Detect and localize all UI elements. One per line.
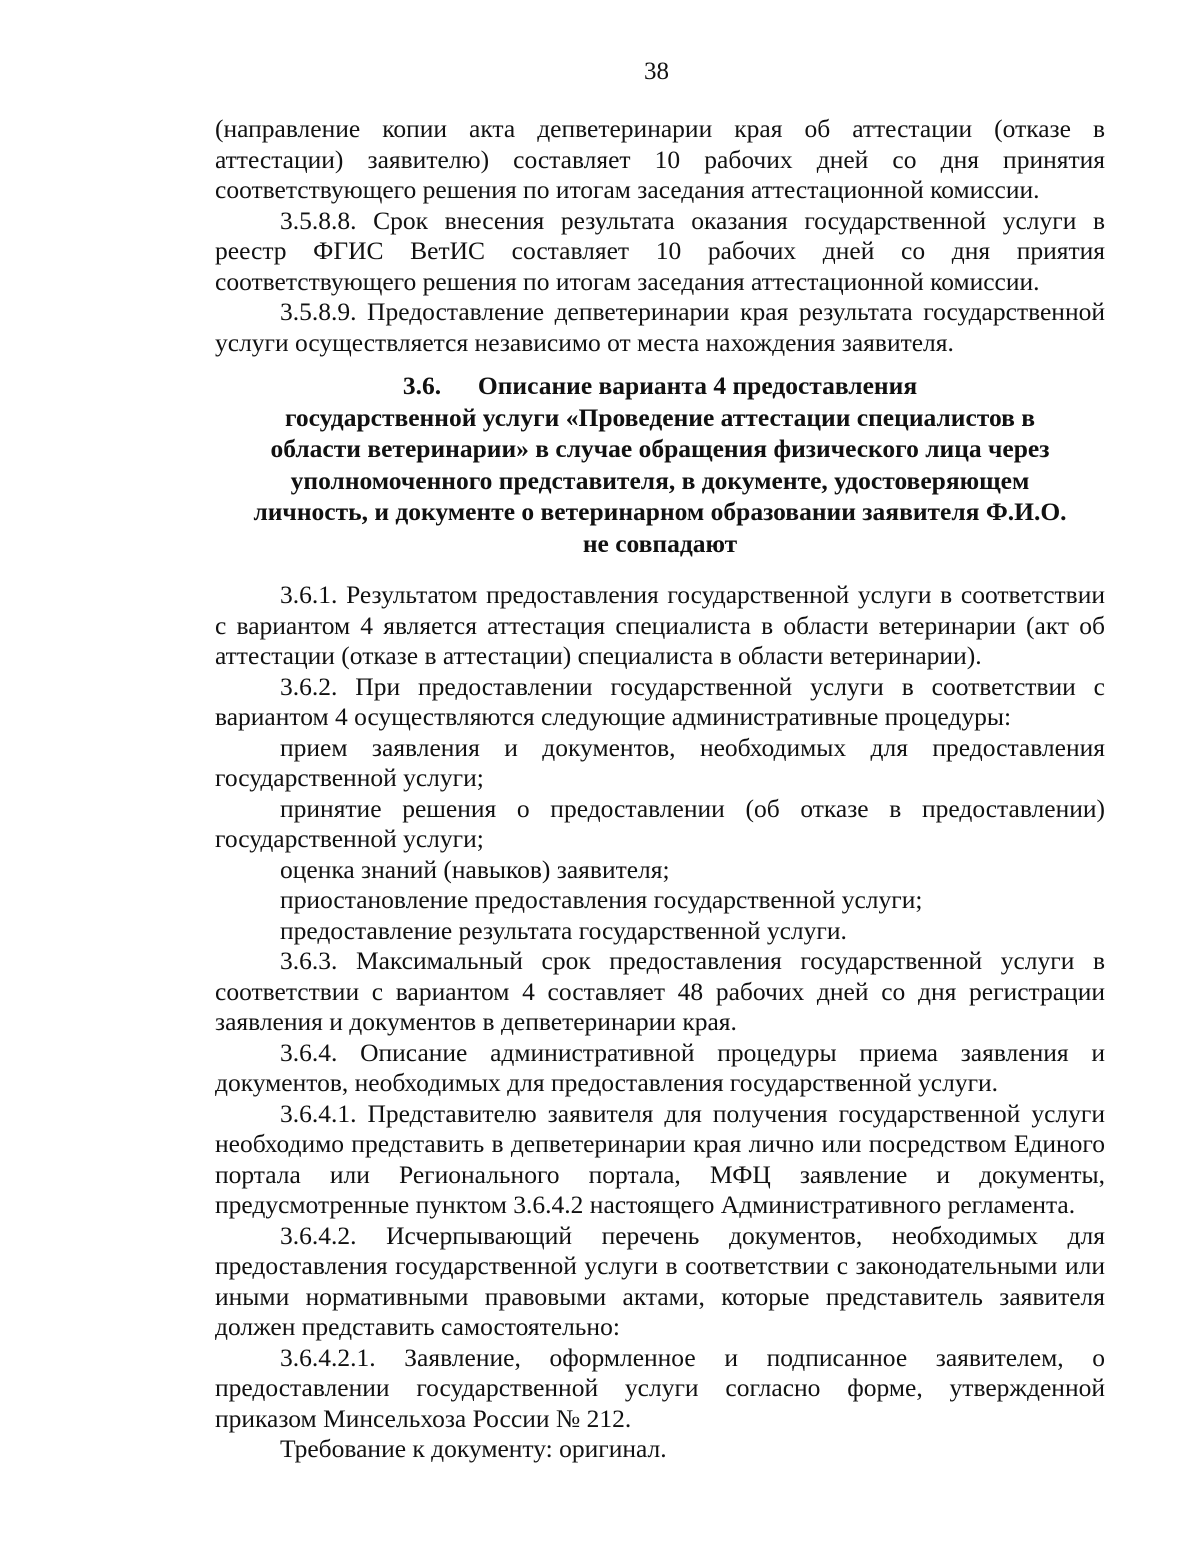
list-item: приостановление предоставления государственной услуги;: [280, 885, 923, 914]
paragraph: 3.6.1. Результатом предоставления государственной услуги в соответствии с вариантом 4 является аттестация специалиста в области ветеринарии (акт об аттестации (отказе в аттестации) специалиста в области ветеринарии).: [215, 580, 1105, 670]
paragraph: 3.6.3. Максимальный срок предоставления государственной услуги в соответствии с вариантом 4 составляет 48 рабочих дней со дня регистрации заявления и документов в депветеринарии края.: [215, 946, 1105, 1036]
paragraph: 3.6.4.2. Исчерпывающий перечень документов, необходимых для предоставления государственной услуги в соответствии с законодательными или иными нормативными правовыми актами, которые представитель заявителя должен представить самостоятельно:: [215, 1220, 1105, 1341]
paragraph: (направление копии акта депветеринарии края об аттестации (отказе в аттестации) заявителю) составляет 10 рабочих дней со дня принятия соответствующего решения по итогам заседания аттестационной комиссии.: [215, 114, 1105, 204]
heading-line: личность, и документе о ветеринарном образовании заявителя Ф.И.О.: [253, 497, 1067, 526]
page-number: 38: [644, 58, 669, 85]
heading-line: 3.6. Описание варианта 4 предоставления: [402, 371, 918, 400]
list-item: оценка знаний (навыков) заявителя;: [280, 854, 670, 884]
heading-line: государственной услуги «Проведение аттестации специалистов в: [284, 402, 1036, 432]
paragraph: 3.6.4. Описание административной процедуры приема заявления и документов, необходимых для предоставления государственной услуги.: [215, 1037, 1105, 1097]
paragraph: 3.6.4.1. Представителю заявителя для получения государственной услуги необходимо представить в депветеринарии края лично или посредством Единого портала или Регионального портала, МФЦ заявление и документы, предусмотренные пунктом 3.6.4.2 настоящего Административного регламента.: [215, 1098, 1105, 1219]
top-text-block: [215, 114, 1105, 358]
section-number: 3.6.: [402, 371, 442, 400]
list-item: принятие решения о предоставлении (об отказе в предоставлении) государственной услуги;: [215, 793, 1105, 853]
list-item: прием заявления и документов, необходимых для предоставления государственной услуги;: [215, 732, 1105, 792]
paragraph: 3.5.8.8. Срок внесения результата оказания государственной услуги в реестр ФГИС ВетИС составляет 10 рабочих дней со дня приятия соответствующего решения по итогам заседания аттестационной комиссии.: [215, 205, 1105, 296]
paragraph: Требование к документу: оригинал.: [280, 1434, 667, 1463]
section-text-block: [215, 580, 1105, 1465]
paragraph: 3.6.4.2.1. Заявление, оформленное и подписанное заявителем, о предоставлении государственной услуги согласно форме, утвержденной приказом Минсельхоза России № 212.: [215, 1342, 1105, 1433]
heading-line: не совпадают: [582, 528, 738, 558]
section-heading: [215, 370, 1105, 559]
heading-line: уполномоченного представителя, в документе, удостоверяющем: [290, 465, 1030, 495]
list-item: предоставление результата государственной услуги.: [280, 915, 847, 945]
heading-line: области ветеринарии» в случае обращения физического лица через: [270, 434, 1050, 463]
paragraph: 3.5.8.9. Предоставление депветеринарии края результата государственной услуги осуществляется независимо от места нахождения заявителя.: [215, 297, 1105, 357]
paragraph: 3.6.2. При предоставлении государственной услуги в соответствии с вариантом 4 осуществляются следующие административные процедуры:: [215, 671, 1105, 731]
